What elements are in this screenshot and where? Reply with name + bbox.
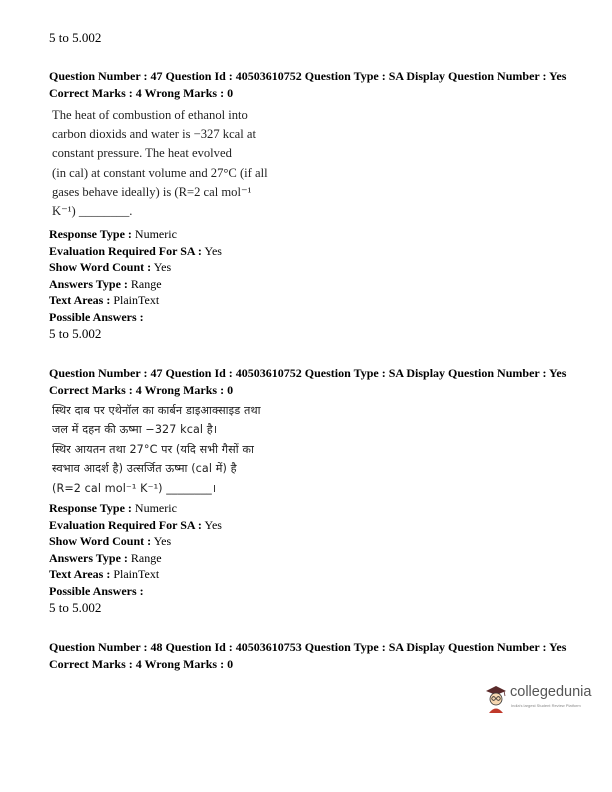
question-line: The heat of combustion of ethanol into: [52, 108, 248, 122]
response-type-row: Response Type : Numeric: [49, 501, 177, 515]
word-count-row: Show Word Count : Yes: [49, 260, 172, 275]
logo-tagline: India's largest Student Review Platform: [511, 703, 581, 708]
question-line: K⁻¹) ________.: [52, 204, 133, 219]
question-line: स्थिर दाब पर एथेनॉल का कार्बन डाइआक्साइड तथा: [52, 404, 261, 417]
marks-line: Correct Marks : 4 Wrong Marks : 0: [49, 86, 234, 100]
possible-answers-row: Possible Answers :: [49, 583, 144, 598]
answers-type-row: Answers Type : Range: [49, 550, 162, 565]
question-metadata: [49, 226, 222, 326]
question-line: स्थिर आयतन तथा 27°C पर (यदि सभी गैसों का: [52, 442, 254, 456]
logo-wordmark: collegedunia: [510, 684, 592, 700]
question-header: Question Number : 47 Question Id : 40503610752 Question Type : SA Display Question Number : Yes: [49, 366, 567, 380]
question-text: [52, 106, 292, 221]
possible-answer-value: 5 to 5.002: [49, 600, 102, 615]
question-metadata: [49, 500, 222, 600]
response-type-row: Response Type : Numeric: [49, 227, 177, 241]
question-line: (R=2 cal mol⁻¹ K⁻¹) ________।: [52, 481, 217, 495]
question-line: स्वभाव आदर्श है) उत्सर्जित ऊष्मा (cal में) है: [52, 462, 237, 476]
text-areas-row: Text Areas : PlainText: [49, 293, 160, 308]
question-line: gases behave ideally) is (R=2 cal mol⁻¹: [52, 184, 252, 199]
text-areas-row: Text Areas : PlainText: [49, 567, 160, 582]
possible-answers-row: Possible Answers :: [49, 309, 144, 324]
question-line: carbon dioxids and water is −327 kcal at: [52, 127, 256, 142]
possible-answer-value: 5 to 5.002: [49, 30, 102, 45]
graduate-mascot-icon: [484, 684, 508, 714]
question-line: जल में दहन की ऊष्मा −327 kcal है।: [52, 423, 218, 437]
question-text-hindi: [52, 401, 302, 498]
marks-line: Correct Marks : 4 Wrong Marks : 0: [49, 657, 234, 671]
question-line: constant pressure. The heat evolved: [52, 146, 232, 161]
possible-answer-value: 5 to 5.002: [49, 326, 102, 341]
question-line: (in cal) at constant volume and 27°C (if all: [52, 165, 268, 180]
word-count-row: Show Word Count : Yes: [49, 534, 172, 549]
collegedunia-logo: [484, 684, 596, 716]
evaluation-row: Evaluation Required For SA : Yes: [49, 243, 222, 258]
answers-type-row: Answers Type : Range: [49, 276, 162, 291]
question-header: Question Number : 48 Question Id : 40503610753 Question Type : SA Display Question Number : Yes: [49, 640, 567, 654]
evaluation-row: Evaluation Required For SA : Yes: [49, 517, 222, 532]
question-header: Question Number : 47 Question Id : 40503610752 Question Type : SA Display Question Number : Yes: [49, 69, 567, 83]
marks-line: Correct Marks : 4 Wrong Marks : 0: [49, 383, 234, 397]
